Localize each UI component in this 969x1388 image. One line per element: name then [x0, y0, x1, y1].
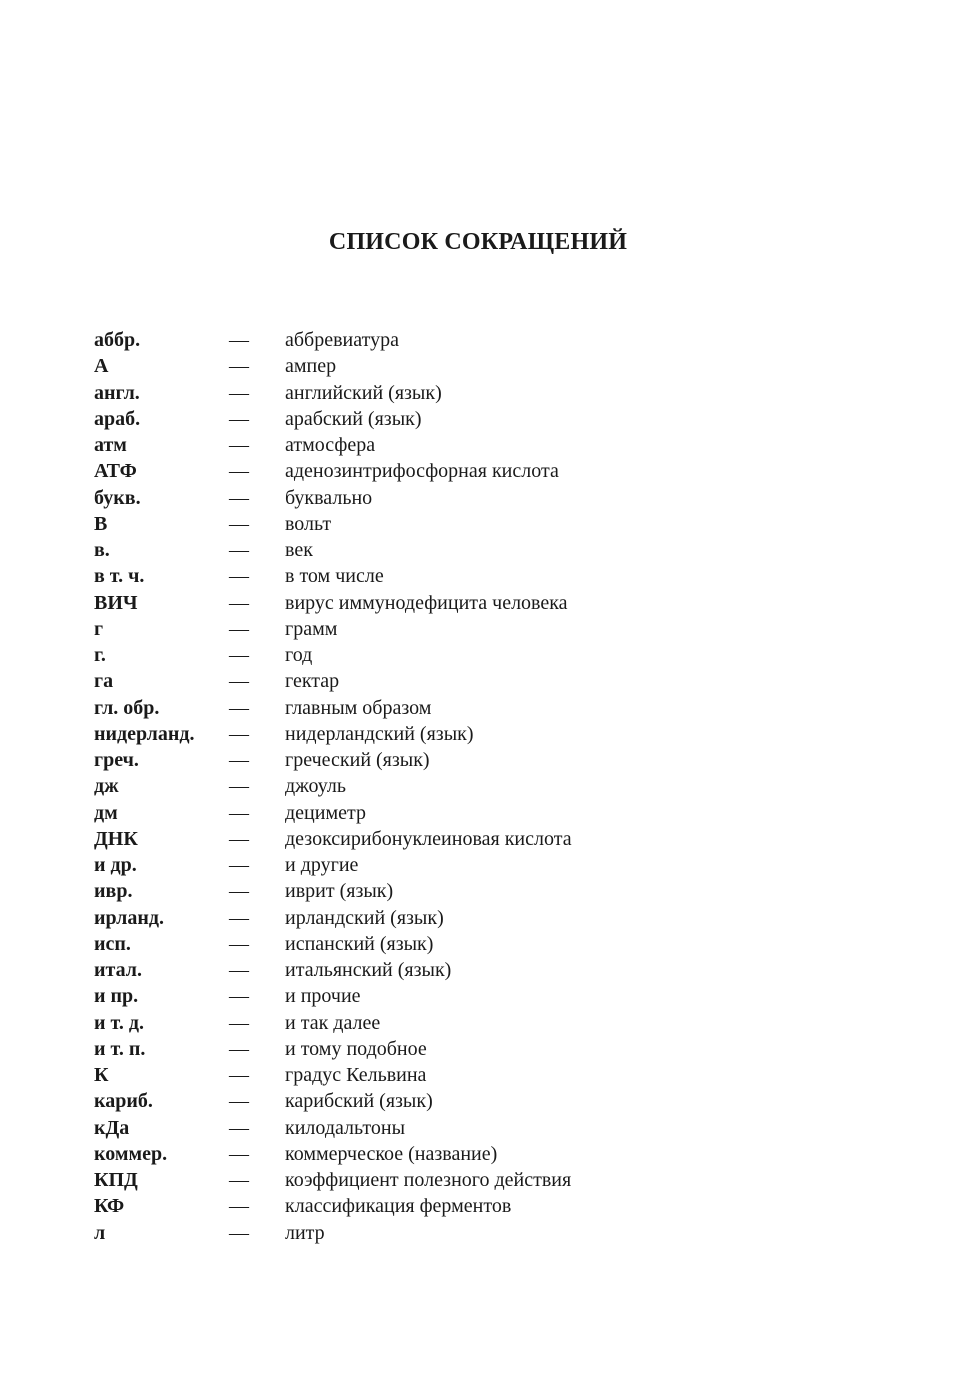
abbreviation-term: коммер.	[94, 1142, 168, 1165]
abbreviation-meaning: греческий (язык)	[285, 749, 430, 771]
list-item	[94, 668, 854, 694]
list-item	[94, 1167, 854, 1193]
abbreviation-term: греч.	[94, 749, 139, 771]
abbreviation-meaning: нидерландский (язык)	[285, 722, 474, 745]
list-item	[94, 616, 854, 642]
abbreviation-meaning: иврит (язык)	[285, 880, 394, 903]
abbreviation-term: в т. ч.	[94, 565, 145, 588]
abbreviation-meaning: дециметр	[285, 801, 366, 824]
abbreviation-term: в.	[94, 539, 110, 561]
abbreviation-term: л	[94, 1221, 106, 1244]
abbreviation-term: исп.	[94, 932, 131, 955]
dash-separator: —	[229, 1037, 249, 1060]
dash-separator: —	[229, 539, 249, 561]
list-item	[94, 1220, 854, 1246]
list-item	[94, 1062, 854, 1088]
abbreviation-meaning: гектар	[285, 670, 340, 693]
abbreviation-meaning: ирландский (язык)	[285, 906, 444, 929]
list-item	[94, 1036, 854, 1062]
dash-separator: —	[229, 512, 249, 535]
abbreviation-meaning: аденозинтрифосфорная кислота	[285, 460, 559, 483]
dash-separator: —	[229, 460, 249, 483]
dash-separator: —	[229, 644, 249, 666]
dash-separator: —	[229, 906, 249, 929]
abbreviation-term: и пр.	[94, 985, 139, 1008]
list-item	[94, 642, 854, 668]
list-item	[94, 537, 854, 563]
abbreviation-term: ирланд.	[94, 906, 165, 929]
abbreviation-meaning: буквально	[285, 486, 373, 509]
dash-separator: —	[229, 355, 249, 378]
abbreviation-term: К	[94, 1064, 109, 1086]
dash-separator: —	[229, 827, 249, 850]
abbreviation-meaning: и прочие	[285, 985, 361, 1008]
abbreviation-term: дж	[94, 775, 119, 798]
dash-separator: —	[229, 486, 249, 509]
list-item	[94, 957, 854, 983]
abbreviation-meaning: атмосфера	[285, 434, 376, 456]
dash-separator: —	[229, 407, 249, 430]
dash-separator: —	[229, 1142, 249, 1165]
abbreviation-meaning: вирус иммунодефицита человека	[285, 591, 568, 614]
abbreviation-term: англ.	[94, 381, 140, 404]
abbreviation-meaning: коэффициент полезного действия	[285, 1169, 572, 1191]
abbreviation-term: атм	[94, 434, 127, 456]
abbreviation-term: гл. обр.	[94, 696, 160, 719]
abbreviation-term: араб.	[94, 407, 141, 430]
list-item	[94, 432, 854, 458]
dash-separator: —	[229, 696, 249, 719]
abbreviation-meaning: арабский (язык)	[285, 407, 422, 430]
abbreviation-term: итал.	[94, 959, 142, 981]
abbreviation-meaning: джоуль	[285, 775, 346, 798]
dash-separator: —	[229, 1090, 249, 1113]
dash-separator: —	[229, 1116, 249, 1139]
list-item	[94, 1115, 854, 1141]
list-item	[94, 590, 854, 616]
dash-separator: —	[229, 381, 249, 404]
abbreviation-meaning: испанский (язык)	[285, 932, 434, 955]
dash-separator: —	[229, 1169, 249, 1191]
abbreviation-term: га	[94, 670, 114, 693]
abbreviation-meaning: век	[285, 539, 313, 561]
list-item	[94, 485, 854, 511]
abbreviation-meaning: коммерческое (название)	[285, 1142, 498, 1165]
abbreviation-meaning: и тому подобное	[285, 1037, 427, 1060]
abbreviation-term: и др.	[94, 854, 137, 876]
dash-separator: —	[229, 434, 249, 456]
list-item	[94, 852, 854, 878]
list-item	[94, 563, 854, 589]
abbreviation-term: АТФ	[94, 460, 137, 483]
abbreviation-term: кариб.	[94, 1090, 153, 1113]
dash-separator: —	[229, 932, 249, 955]
dash-separator: —	[229, 801, 249, 824]
abbreviation-list	[94, 327, 854, 1246]
abbreviation-term: В	[94, 512, 108, 535]
abbreviation-term: ДНК	[94, 827, 138, 850]
list-item	[94, 931, 854, 957]
abbreviation-meaning: вольт	[285, 512, 332, 535]
list-item	[94, 905, 854, 931]
list-item	[94, 721, 854, 747]
dash-separator: —	[229, 775, 249, 798]
abbreviation-meaning: год	[285, 644, 313, 666]
list-item	[94, 826, 854, 852]
abbreviation-term: букв.	[94, 486, 141, 509]
dash-separator: —	[229, 959, 249, 981]
dash-separator: —	[229, 722, 249, 745]
dash-separator: —	[229, 749, 249, 771]
abbreviation-term: нидерланд.	[94, 722, 195, 745]
dash-separator: —	[229, 670, 249, 693]
list-item	[94, 1088, 854, 1114]
abbreviation-term: аббр.	[94, 329, 141, 351]
dash-separator: —	[229, 1221, 249, 1244]
dash-separator: —	[229, 617, 249, 640]
dash-separator: —	[229, 854, 249, 876]
abbreviation-term: ивр.	[94, 880, 133, 903]
list-item	[94, 695, 854, 721]
abbreviation-term: дм	[94, 801, 118, 824]
dash-separator: —	[229, 880, 249, 903]
list-item	[94, 380, 854, 406]
dash-separator: —	[229, 565, 249, 588]
abbreviation-meaning: английский (язык)	[285, 381, 442, 404]
abbreviation-term: А	[94, 355, 109, 378]
abbreviation-meaning: главным образом	[285, 696, 432, 719]
list-item	[94, 1010, 854, 1036]
abbreviation-meaning: грамм	[285, 617, 338, 640]
abbreviation-term: и т. п.	[94, 1037, 146, 1060]
list-item	[94, 878, 854, 904]
list-item	[94, 747, 854, 773]
abbreviation-meaning: литр	[285, 1221, 325, 1244]
abbreviation-meaning: аббревиатура	[285, 329, 399, 351]
list-item	[94, 353, 854, 379]
list-item	[94, 773, 854, 799]
abbreviation-meaning: итальянский (язык)	[285, 959, 452, 981]
dash-separator: —	[229, 1011, 249, 1034]
abbreviation-meaning: карибский (язык)	[285, 1090, 433, 1113]
abbreviation-meaning: и так далее	[285, 1011, 381, 1034]
list-item	[94, 511, 854, 537]
dash-separator: —	[229, 329, 249, 351]
abbreviation-term: КФ	[94, 1195, 125, 1218]
dash-separator: —	[229, 1195, 249, 1218]
abbreviation-meaning: классификация ферментов	[285, 1195, 512, 1218]
abbreviation-term: г	[94, 617, 104, 640]
list-item	[94, 1193, 854, 1219]
dash-separator: —	[229, 591, 249, 614]
list-item	[94, 800, 854, 826]
abbreviation-term: кДа	[94, 1116, 130, 1139]
list-item	[94, 458, 854, 484]
dash-separator: —	[229, 1064, 249, 1086]
list-item	[94, 1141, 854, 1167]
list-item	[94, 983, 854, 1009]
abbreviation-term: ВИЧ	[94, 591, 138, 614]
page-title: СПИСОК СОКРАЩЕНИЙ	[328, 229, 628, 255]
list-item	[94, 406, 854, 432]
abbreviation-meaning: дезоксирибонуклеиновая кислота	[285, 827, 572, 850]
abbreviation-term: КПД	[94, 1169, 138, 1191]
abbreviation-meaning: и другие	[285, 854, 359, 876]
dash-separator: —	[229, 985, 249, 1008]
abbreviation-meaning: в том числе	[285, 565, 384, 588]
abbreviation-meaning: градус Кельвина	[285, 1064, 427, 1086]
abbreviation-term: и т. д.	[94, 1011, 144, 1034]
abbreviation-meaning: ампер	[285, 355, 337, 378]
abbreviation-term: г.	[94, 644, 106, 666]
abbreviation-meaning: килодальтоны	[285, 1116, 406, 1139]
list-item	[94, 327, 854, 353]
